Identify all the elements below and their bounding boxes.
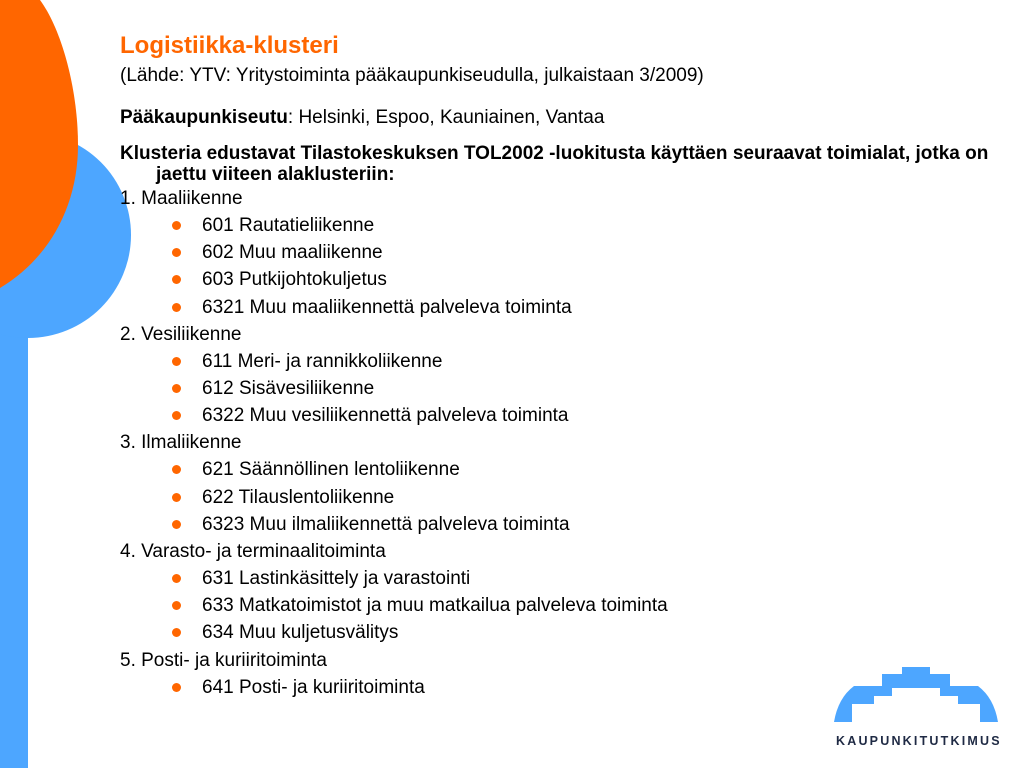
group-2-label: 2. Vesiliikenne [120,323,242,345]
list-item: 631 Lastinkäsittely ja varastointi [120,565,1000,592]
list-item: 611 Meri- ja rannikkoliikenne [120,348,1000,375]
region-label: Pääkaupunkiseutu [120,107,288,128]
group-1-list [120,212,1000,321]
bullet-dot-icon [172,520,181,529]
bullet-dot-icon [172,493,181,502]
bullet-dot-icon [172,248,181,257]
bullet-dot-icon [172,384,181,393]
group-1-label: 1. Maaliikenne [120,188,243,209]
intro-text: Klusteria edustavat Tilastokeskuksen TOL2002 -luokitusta käyttäen seuraavat toimialat, jotka on jaettu viiteen alaklusteriin: [120,143,989,185]
region-line [120,104,1000,131]
list-item: 634 Muu kuljetusvälitys [120,619,1000,646]
bullet-dot-icon [172,628,181,637]
bullet-dot-icon [172,465,181,474]
group-3-list [120,456,1000,538]
list-item: 602 Muu maaliikenne [120,239,1000,266]
list-item: 603 Putkijohtokuljetus [120,266,1000,293]
list-item: 601 Rautatieliikenne [120,212,1000,239]
bullet-dot-icon [172,275,181,284]
list-item: 6321 Muu maaliikennettä palveleva toiminta [120,294,1000,321]
slide-title: Logistiikka-klusteri [120,32,339,59]
slide-content [120,30,1000,701]
group-5-label: 5. Posti- ja kuriiritoiminta [120,649,327,671]
list-item: 612 Sisävesiliikenne [120,375,1000,402]
group-4-list [120,565,1000,647]
decorative-shapes [0,0,140,768]
group-4-label: 4. Varasto- ja terminaalitoiminta [120,541,386,563]
bullet-dot-icon [172,601,181,610]
list-item: 6323 Muu ilmaliikennettä palveleva toiminta [120,511,1000,538]
bullet-dot-icon [172,221,181,230]
region-value: : Helsinki, Espoo, Kauniainen, Vantaa [287,107,605,128]
list-item: 6322 Muu vesiliikennettä palveleva toiminta [120,402,1000,429]
bullet-dot-icon [172,303,181,312]
group-2-list [120,348,1000,430]
logo-text: KAUPUNKITUTKIMUS [836,734,1002,748]
bullet-dot-icon [172,683,181,692]
list-item: 641 Posti- ja kuriiritoiminta [120,674,1000,701]
list-item: 633 Matkatoimistot ja muu matkailua palveleva toiminta [120,592,1000,619]
list-item: 621 Säännöllinen lentoliikenne [120,456,1000,483]
bullet-dot-icon [172,411,181,420]
group-3-label: 3. Ilmaliikenne [120,432,242,454]
source-line: (Lähde: YTV: Yritystoiminta pääkaupunkiseudulla, julkaistaan 3/2009) [120,65,704,86]
bullet-dot-icon [172,357,181,366]
bullet-dot-icon [172,574,181,583]
list-item: 622 Tilauslentoliikenne [120,484,1000,511]
